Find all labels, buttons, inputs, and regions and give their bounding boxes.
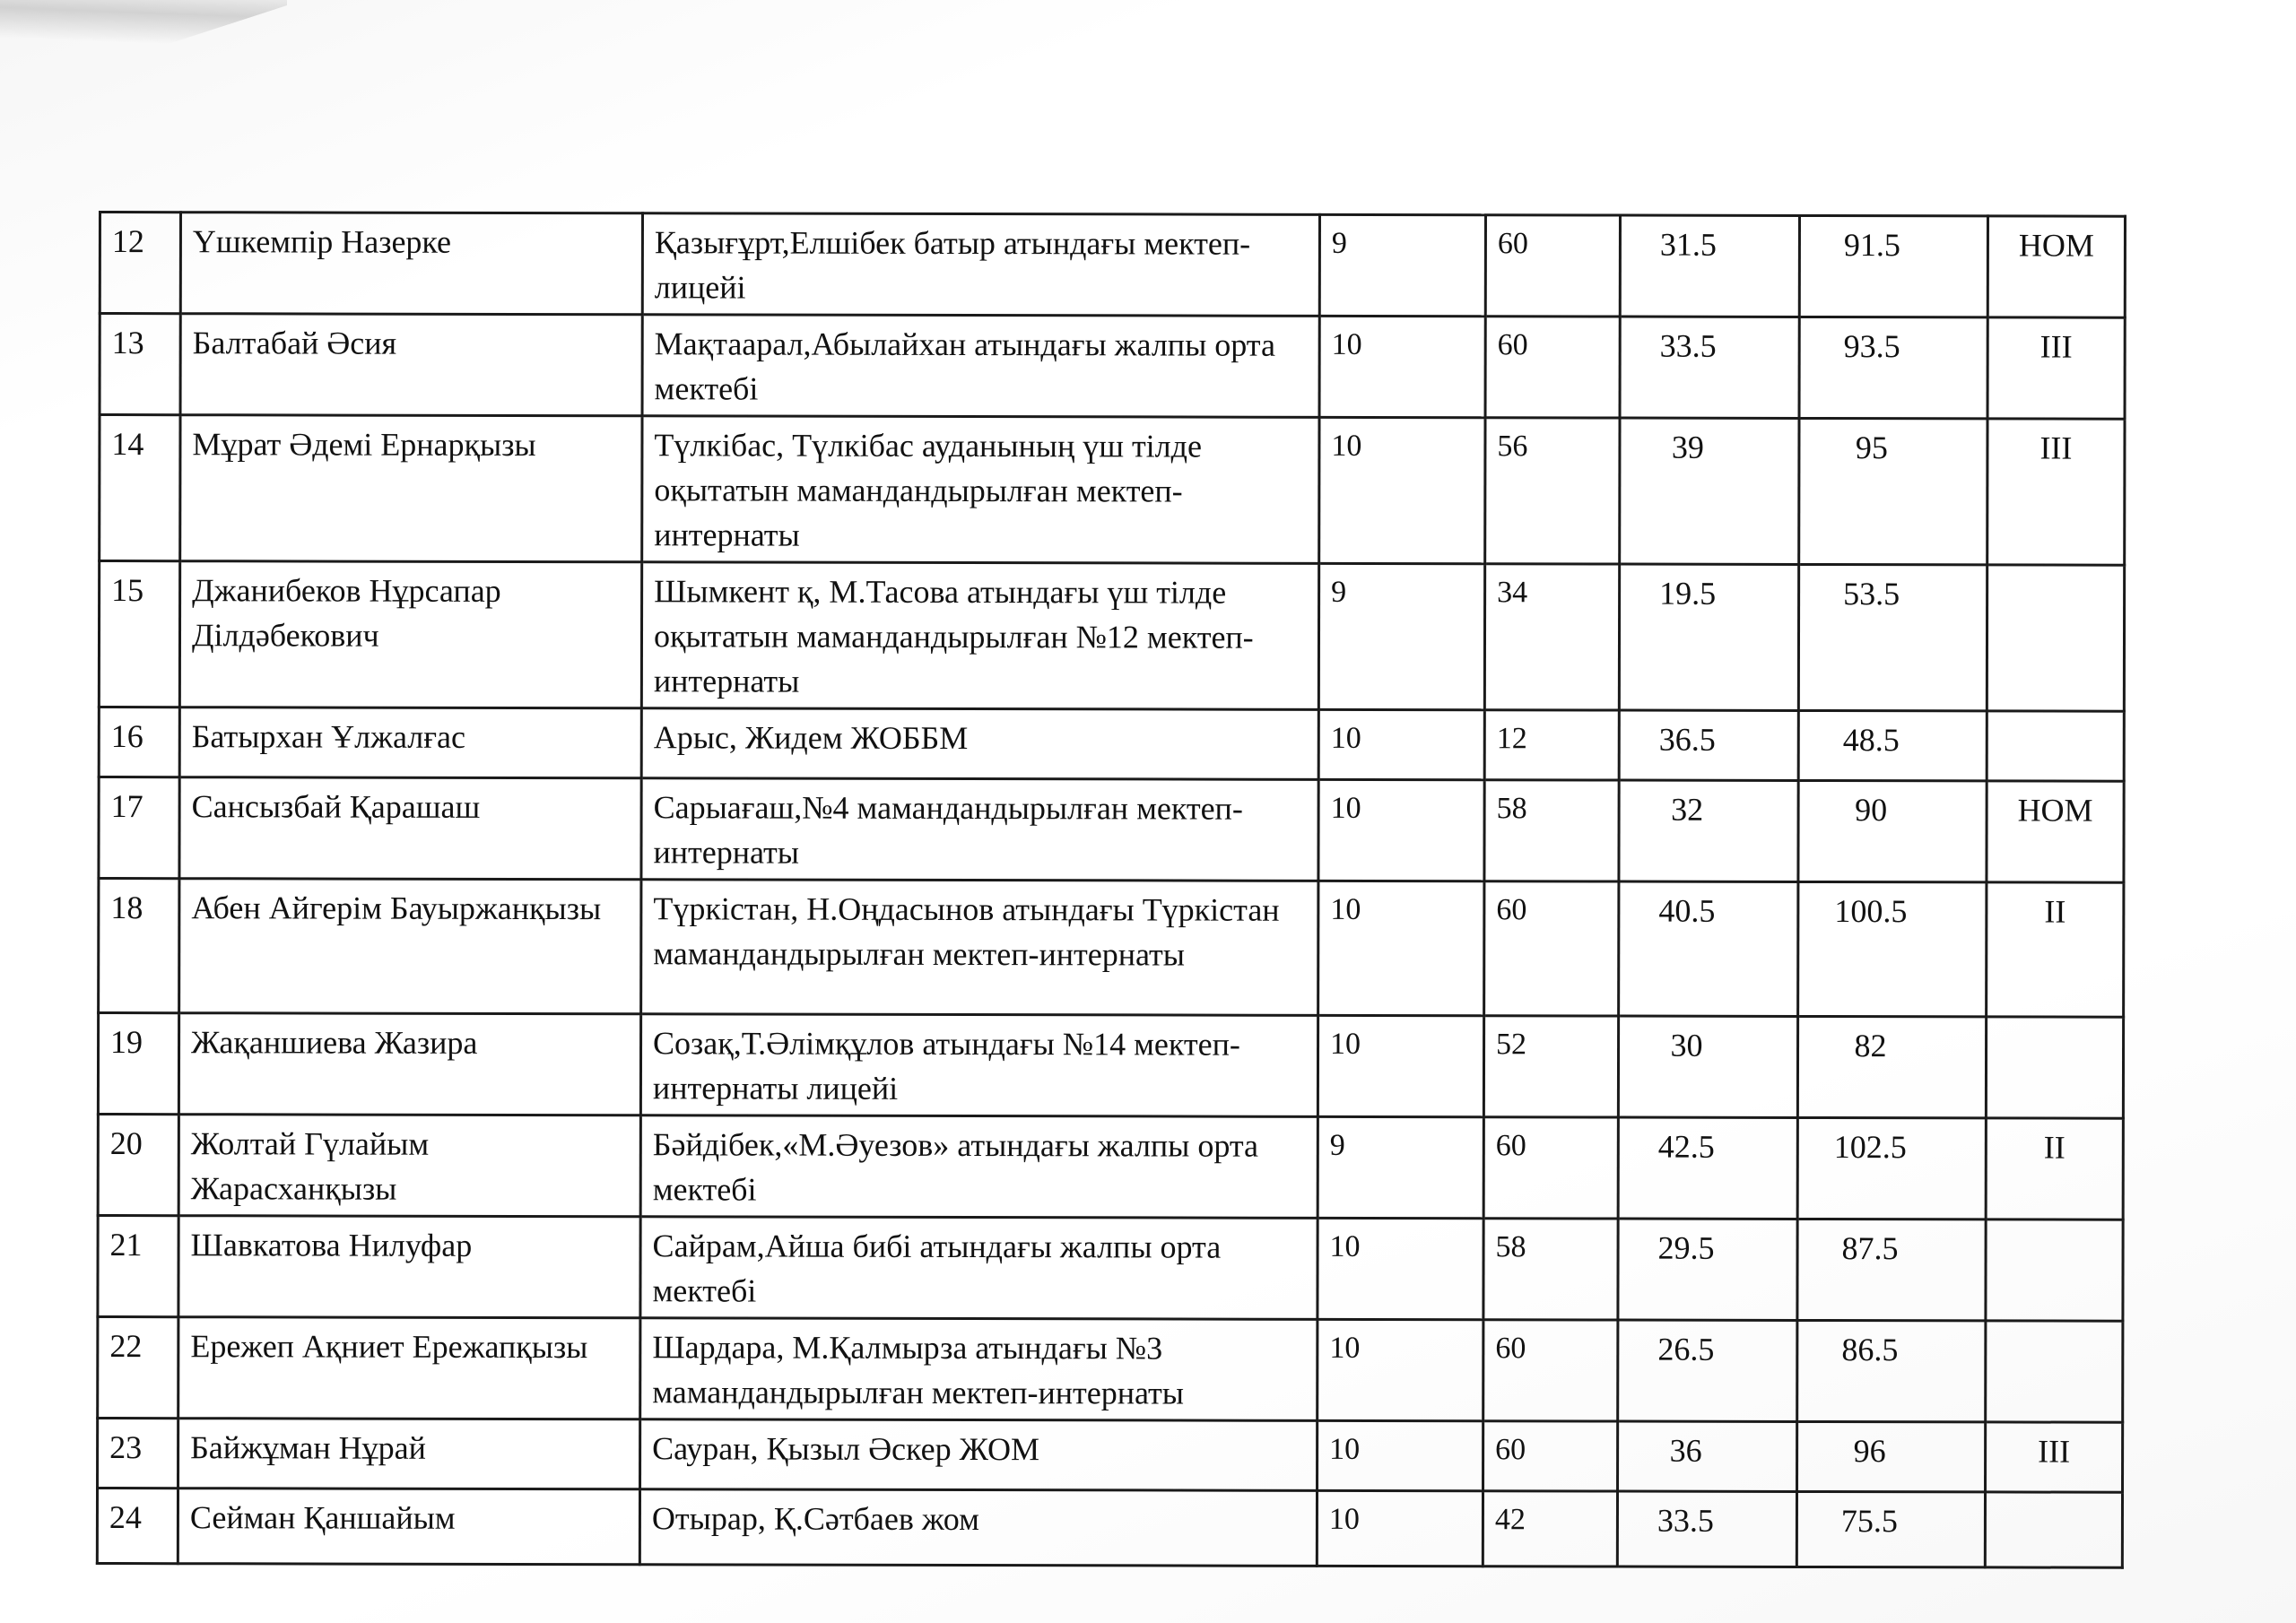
place-cell: II	[1986, 1118, 2123, 1219]
score-2-cell: 31.5	[1620, 215, 1799, 317]
place-cell	[1986, 1321, 2123, 1422]
grade-cell: 10	[1319, 417, 1485, 563]
table-row	[100, 314, 2125, 420]
table-row	[98, 1013, 2123, 1119]
participant-name: Мұрат Әдемі Ернарқызы	[180, 415, 642, 562]
grade-cell: 10	[1318, 1319, 1483, 1420]
grade-cell: 10	[1318, 709, 1484, 779]
participant-name: Шавкатова Нилуфар	[178, 1216, 640, 1318]
place-cell: III	[1987, 419, 2125, 565]
participant-name: Жақаншиева Жазира	[178, 1013, 640, 1115]
row-number: 18	[99, 879, 179, 1013]
score-1-cell: 34	[1484, 564, 1619, 710]
place-cell	[1987, 565, 2124, 711]
score-2-cell: 33.5	[1617, 1491, 1796, 1567]
row-number: 17	[99, 777, 179, 879]
score-2-cell: 19.5	[1619, 564, 1798, 710]
score-2-cell: 36.5	[1619, 710, 1798, 780]
school-name: Отырар, Қ.Сәтбаев жом	[639, 1489, 1317, 1567]
participant-name: Балтабай Әсия	[180, 314, 642, 416]
school-name: Шардара, М.Қалмырза атындағы №3 мамандандырылған мектеп-интернаты	[640, 1318, 1318, 1421]
row-number: 15	[99, 561, 179, 707]
participant-name: Сансызбай Қарашаш	[179, 777, 641, 880]
school-name: Қазығұрт,Елшібек батыр атындағы мектеп-лицейі	[642, 213, 1319, 317]
participant-name: Абен Айгерім Бауыржанқызы	[179, 879, 641, 1014]
score-2-cell: 36	[1618, 1421, 1797, 1491]
table-row	[98, 1115, 2123, 1220]
table-row	[98, 1317, 2123, 1423]
score-2-cell: 32	[1619, 780, 1798, 881]
score-1-cell: 58	[1484, 780, 1619, 881]
school-name: Сарыағаш,№4 мамандандырылған мектеп-интернаты	[641, 778, 1318, 881]
grade-cell: 10	[1318, 881, 1484, 1015]
school-name: Арыс, Жидем ЖОББМ	[641, 708, 1318, 780]
grade-cell: 10	[1319, 316, 1485, 417]
grade-cell: 10	[1318, 1015, 1483, 1116]
total-cell: 93.5	[1799, 317, 1987, 418]
total-cell: 100.5	[1798, 881, 1987, 1016]
grade-cell: 10	[1318, 1420, 1483, 1490]
total-cell: 96	[1797, 1421, 1986, 1491]
place-cell: НОМ	[1987, 781, 2124, 882]
place-cell: III	[1987, 317, 2125, 419]
school-name: Сайрам,Айша бибі атындағы жалпы орта мектебі	[640, 1217, 1318, 1320]
results-table-body	[97, 213, 2125, 1568]
place-cell: III	[1986, 1422, 2123, 1492]
participant-name: Жолтай Гүлайым Жарасханқызы	[178, 1115, 640, 1217]
row-number: 24	[97, 1488, 178, 1564]
school-name: Бәйдібек,«М.Әуезов» атындағы жалпы орта мектебі	[640, 1115, 1318, 1219]
score-2-cell: 42.5	[1618, 1117, 1797, 1219]
table-row	[97, 1488, 2122, 1568]
place-cell	[1986, 1219, 2123, 1321]
school-name: Мақтаарал,Абылайхан атындағы жалпы орта мектебі	[642, 315, 1319, 418]
total-cell: 82	[1797, 1016, 1986, 1117]
participant-name: Байжұман Нұрай	[178, 1419, 640, 1489]
participant-name: Ережеп Ақниет Ережапқызы	[178, 1317, 640, 1419]
total-cell: 86.5	[1797, 1320, 1986, 1421]
row-number: 23	[98, 1419, 178, 1488]
score-1-cell: 58	[1483, 1219, 1618, 1320]
total-cell: 90	[1798, 780, 1987, 881]
school-name: Түлкібас, Түлкібас ауданының үш тілде оқытатын мамандандырылған мектеп-интернаты	[642, 416, 1319, 564]
place-cell	[1987, 711, 2124, 781]
table-row	[98, 1419, 2123, 1493]
total-cell: 53.5	[1798, 564, 1987, 710]
grade-cell: 10	[1318, 1218, 1483, 1319]
score-1-cell: 60	[1485, 215, 1620, 317]
score-1-cell: 60	[1484, 881, 1619, 1016]
score-2-cell: 30	[1618, 1016, 1797, 1117]
row-number: 13	[100, 314, 180, 415]
row-number: 22	[98, 1317, 178, 1419]
participant-name: Үшкемпір Назерке	[180, 213, 642, 315]
score-1-cell: 12	[1484, 710, 1619, 780]
paper-fold-shadow	[0, 0, 287, 99]
score-2-cell: 39	[1620, 418, 1799, 564]
score-2-cell: 33.5	[1620, 317, 1799, 418]
score-1-cell: 56	[1485, 418, 1620, 564]
place-cell	[1985, 1492, 2122, 1567]
school-name: Созақ,Т.Әлімқұлов атындағы №14 мектеп-интернаты лицейі	[640, 1014, 1318, 1117]
table-row	[100, 415, 2125, 566]
row-number: 14	[100, 415, 180, 561]
school-name: Сауран, Қызыл Әскер ЖОМ	[640, 1419, 1318, 1491]
score-1-cell: 60	[1483, 1421, 1618, 1491]
table-row	[100, 213, 2125, 318]
total-cell: 87.5	[1797, 1219, 1986, 1320]
row-number: 21	[98, 1216, 178, 1317]
participant-name: Батырхан Ұлжалғас	[179, 707, 641, 778]
school-name: Шымкент қ, М.Тасова атындағы үш тілде оқытатын мамандандырылған №12 мектеп-интернаты	[641, 562, 1318, 710]
row-number: 20	[98, 1115, 178, 1216]
table-row	[99, 561, 2124, 712]
participant-name: Джанибеков Нұрсапар Ділдәбекович	[179, 561, 641, 708]
total-cell: 48.5	[1798, 710, 1987, 780]
grade-cell: 10	[1317, 1490, 1483, 1566]
row-number: 16	[99, 707, 179, 777]
table-row	[99, 879, 2124, 1018]
score-1-cell: 52	[1483, 1016, 1618, 1117]
score-2-cell: 29.5	[1618, 1219, 1797, 1320]
table-row	[98, 1216, 2123, 1322]
total-cell: 95	[1799, 418, 1987, 564]
participant-name: Сейман Қаншайым	[178, 1488, 639, 1565]
grade-cell: 9	[1318, 1116, 1483, 1218]
place-cell: II	[1987, 882, 2124, 1017]
place-cell: НОМ	[1987, 216, 2125, 317]
table-row	[99, 707, 2124, 782]
row-number: 19	[98, 1013, 178, 1115]
score-2-cell: 26.5	[1618, 1320, 1797, 1421]
score-2-cell: 40.5	[1619, 881, 1798, 1016]
results-table	[96, 211, 2126, 1569]
score-1-cell: 42	[1483, 1491, 1617, 1567]
score-1-cell: 60	[1483, 1320, 1618, 1421]
row-number: 12	[100, 213, 180, 314]
grade-cell: 9	[1319, 214, 1485, 316]
total-cell: 91.5	[1799, 215, 1987, 317]
school-name: Түркістан, Н.Оңдасынов атындағы Түркістан мамандандырылған мектеп-интернаты	[641, 880, 1318, 1016]
place-cell	[1986, 1017, 2123, 1118]
total-cell: 75.5	[1796, 1491, 1985, 1567]
table-row	[99, 777, 2124, 883]
total-cell: 102.5	[1797, 1117, 1986, 1219]
score-1-cell: 60	[1483, 1117, 1618, 1219]
grade-cell: 9	[1318, 563, 1484, 709]
grade-cell: 10	[1318, 779, 1484, 881]
score-1-cell: 60	[1485, 317, 1620, 418]
